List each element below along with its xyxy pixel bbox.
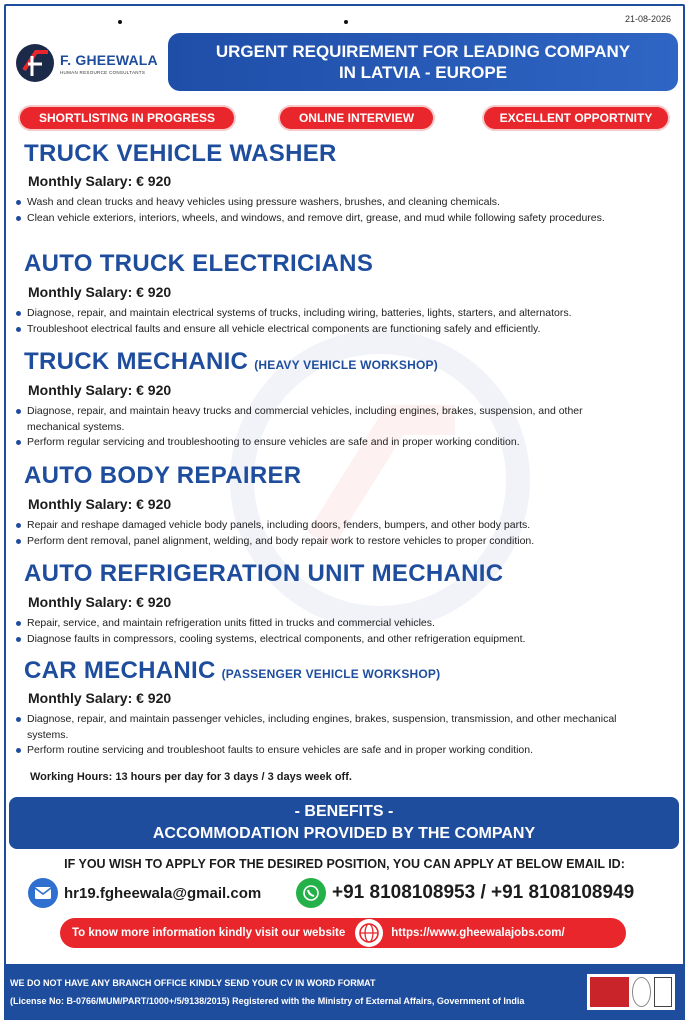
website-link[interactable]: https://www.gheewalajobs.com/: [391, 927, 565, 939]
pill-opportunity: EXCELLENT OPPORTNITY: [484, 107, 668, 129]
headline-banner: [168, 33, 678, 91]
certification-badges: [587, 974, 675, 1010]
email-address[interactable]: hr19.fgheewala@gmail.com: [64, 884, 262, 902]
duty-item: Repair, service, and maintain refrigeration units fitted in trucks and commercial vehicles.: [15, 616, 680, 632]
duty-item: Repair and reshape damaged vehicle body panels, including doors, fenders, bumpers, and other body parts.: [15, 518, 680, 534]
phone-numbers[interactable]: +91 8108108953 / +91 8108108949: [332, 882, 635, 903]
date-label: 21-08-2026: [624, 14, 671, 24]
job-title-text: CAR MECHANIC: [24, 657, 216, 684]
job-title: [24, 348, 438, 376]
job-salary: Monthly Salary: € 920: [28, 690, 172, 706]
job-duties: [15, 195, 680, 226]
email-contact[interactable]: [28, 876, 261, 910]
decor-dot: [118, 20, 122, 24]
email-icon: [28, 878, 58, 908]
pill-shortlisting: SHORTLISTING IN PROGRESS: [20, 107, 234, 129]
decor-dot: [344, 20, 348, 24]
job-salary: Monthly Salary: € 920: [28, 284, 172, 300]
job-duties: [15, 306, 680, 337]
job-title-text: AUTO TRUCK ELECTRICIANS: [24, 250, 374, 277]
job-duties: [15, 518, 680, 549]
benefits-text: ACCOMMODATION PROVIDED BY THE COMPANY: [152, 825, 536, 842]
job-title: [24, 657, 440, 685]
job-salary: Monthly Salary: € 920: [28, 173, 172, 189]
pill-online-interview: ONLINE INTERVIEW: [280, 107, 433, 129]
job-title-text: TRUCK MECHANIC: [24, 348, 249, 375]
company-logo: [14, 42, 164, 88]
phone-contact[interactable]: [296, 876, 634, 910]
duty-item: Perform regular servicing and troubleshooting to ensure vehicles are safe and in proper working condition.: [15, 435, 680, 451]
job-salary: Monthly Salary: € 920: [28, 496, 172, 512]
certification-seal-icon: [632, 977, 651, 1007]
website-bar: [60, 918, 626, 948]
job-title: [24, 140, 337, 168]
footer-license: (License No: B-0766/MUM/PART/1000+/5/9138/2015) Registered with the Ministry of External Affairs, Government of India: [10, 996, 525, 1006]
footer-notice: WE DO NOT HAVE ANY BRANCH OFFICE KINDLY SEND YOUR CV IN WORD FORMAT: [10, 978, 376, 988]
job-duties: [15, 616, 680, 647]
job-duties: [15, 404, 680, 451]
job-title: [24, 560, 503, 588]
brand-tagline: HUMAN RESOURCE CONSULTANTS: [60, 70, 146, 75]
duty-item: Perform routine servicing and troubleshoot faults to ensure vehicles are safe and in proper working condition.: [15, 743, 680, 759]
job-subtitle: (PASSENGER VEHICLE WORKSHOP): [221, 667, 441, 681]
benefits-heading: - BENEFITS -: [294, 803, 394, 820]
whatsapp-icon: [296, 878, 326, 908]
brand-name: F. GHEEWALA: [60, 52, 158, 68]
duty-item: Diagnose, repair, and maintain passenger vehicles, including engines, brakes, suspension, transmission, and other mechanical systems.: [15, 712, 625, 743]
duty-item: Perform dent removal, panel alignment, welding, and body repair work to restore vehicles to proper condition.: [15, 534, 680, 550]
apply-instructions: IF YOU WISH TO APPLY FOR THE DESIRED POSITION, YOU CAN APPLY AT BELOW EMAIL ID:: [64, 857, 625, 871]
benefits-banner: [9, 797, 679, 849]
job-duties: [15, 712, 680, 759]
footer: [4, 964, 685, 1020]
job-title-text: AUTO BODY REPAIRER: [24, 462, 302, 489]
duty-item: Troubleshoot electrical faults and ensure all vehicle electrical components are functioning safely and efficiently.: [15, 322, 680, 338]
duty-item: Wash and clean trucks and heavy vehicles using pressure washers, brushes, and cleaning chemicals.: [15, 195, 680, 211]
job-title: [24, 250, 373, 278]
headline-line-2: IN LATVIA - EUROPE: [338, 63, 508, 82]
logo-mark-icon: [14, 42, 56, 84]
job-salary: Monthly Salary: € 920: [28, 382, 172, 398]
duty-item: Diagnose, repair, and maintain electrical systems of trucks, including wiring, batteries, lights, starters, and alternators.: [15, 306, 680, 322]
job-salary: Monthly Salary: € 920: [28, 594, 172, 610]
bureau-veritas-badge: [590, 977, 629, 1007]
duty-item: Diagnose faults in compressors, cooling systems, electrical components, and other refrigeration equipment.: [15, 632, 680, 648]
globe-icon: [355, 919, 383, 947]
job-title-text: AUTO REFRIGERATION UNIT MECHANIC: [24, 560, 504, 587]
duty-item: Diagnose, repair, and maintain heavy trucks and commercial vehicles, including engines, brakes, suspension, and other mechanical systems.: [15, 404, 635, 435]
website-prompt: To know more information kindly visit our website: [72, 927, 346, 939]
job-subtitle: (HEAVY VEHICLE WORKSHOP): [254, 358, 438, 372]
job-title: [24, 462, 301, 490]
ukas-mark-icon: [654, 977, 672, 1007]
job-title-text: TRUCK VEHICLE WASHER: [24, 140, 337, 167]
duty-item: Clean vehicle exteriors, interiors, wheels, and windows, and remove dirt, grease, and mud while following safety procedures.: [15, 211, 655, 227]
working-hours: Working Hours: 13 hours per day for 3 days / 3 days week off.: [30, 771, 352, 783]
headline-line-1: URGENT REQUIREMENT FOR LEADING COMPANY: [215, 42, 631, 61]
